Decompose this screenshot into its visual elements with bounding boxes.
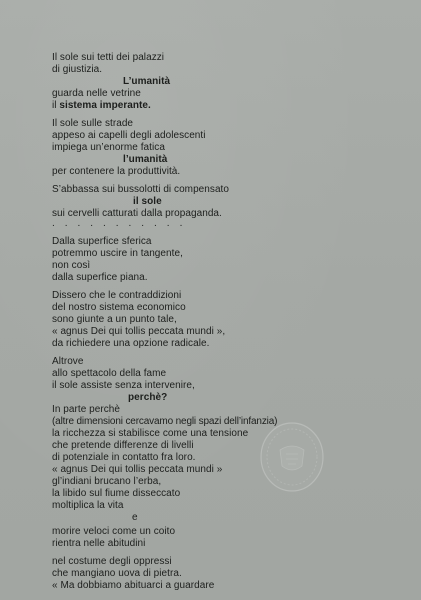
poem-line: di potenziale in contatto fra loro.: [52, 452, 196, 463]
poem-text: il: [52, 100, 60, 111]
poem-line: Il sole sui tetti dei palazzi: [52, 52, 165, 63]
poem-line-bold: l’umanità: [123, 154, 168, 165]
poem-line: il sole assiste senza intervenire,: [52, 380, 195, 391]
poem-line: sui cervelli catturati dalla propaganda.: [52, 208, 222, 219]
poem-line: potremmo uscire in tangente,: [52, 248, 183, 259]
poem-line: la ricchezza si stabilisce come una tensione: [52, 428, 249, 439]
poem-line: guarda nelle vetrine: [52, 88, 141, 99]
poem-line: « agnus Dei qui tollis peccata mundi »: [52, 464, 223, 475]
poem-line: Dissero che le contraddizioni: [52, 290, 182, 301]
poem-line: impiega un’enorme fatica: [52, 142, 165, 153]
poem-line: la libido sul fiume disseccato: [52, 488, 181, 499]
poem-line: rientra nelle abitudini: [52, 538, 146, 549]
poem-line: In parte perchè: [52, 404, 121, 415]
poem-line: (altre dimensioni cercavamo negli spazi dell’infanzia): [52, 416, 278, 427]
poem-line: dalla superfice piana.: [52, 272, 148, 283]
ellipsis-divider: . . . . . . . . . . .: [52, 218, 186, 229]
poem-line: nel costume degli oppressi: [52, 556, 172, 567]
poem-line: da richiedere una opzione radicale.: [52, 338, 210, 349]
poem-line: del nostro sistema economico: [52, 302, 186, 313]
poem-line: S’abbassa sui bussolotti di compensato: [52, 184, 230, 195]
poem-line: per contenere la produttività.: [52, 166, 181, 177]
poem-line: « agnus Dei qui tollis peccata mundi »,: [52, 326, 226, 337]
poem-line: morire veloci come un coito: [52, 526, 176, 537]
poem-line-bold: L’umanità: [123, 76, 171, 87]
embossed-seal-icon: [258, 420, 326, 494]
poem-line: « Ma dobbiamo abituarci a guardare: [52, 580, 215, 591]
poem-text-bold: sistema imperante.: [59, 100, 151, 111]
poem-line: che pretende differenze di livelli: [52, 440, 194, 451]
poem-line: e: [132, 512, 138, 523]
poem-line: di giustizia.: [52, 64, 103, 75]
poem-line: appeso ai capelli degli adolescenti: [52, 130, 206, 141]
poem-line-bold: perchè?: [128, 392, 168, 403]
poem-line: allo spettacolo della fame: [52, 368, 167, 379]
poem-line: che mangiano uova di pietra.: [52, 568, 182, 579]
poem-line: moltiplica la vita: [52, 500, 124, 511]
poem-line: Il sole sulle strade: [52, 118, 134, 129]
poem-line-bold: il sole: [133, 196, 162, 207]
poem-line: non così: [52, 260, 91, 271]
poem-line: [52, 100, 151, 112]
poem-line: sono giunte a un punto tale,: [52, 314, 177, 325]
poem-line: Altrove: [52, 356, 84, 367]
poem-line: gl’indiani brucano l’erba,: [52, 476, 162, 487]
poem-line: Dalla superfice sferica: [52, 236, 152, 247]
